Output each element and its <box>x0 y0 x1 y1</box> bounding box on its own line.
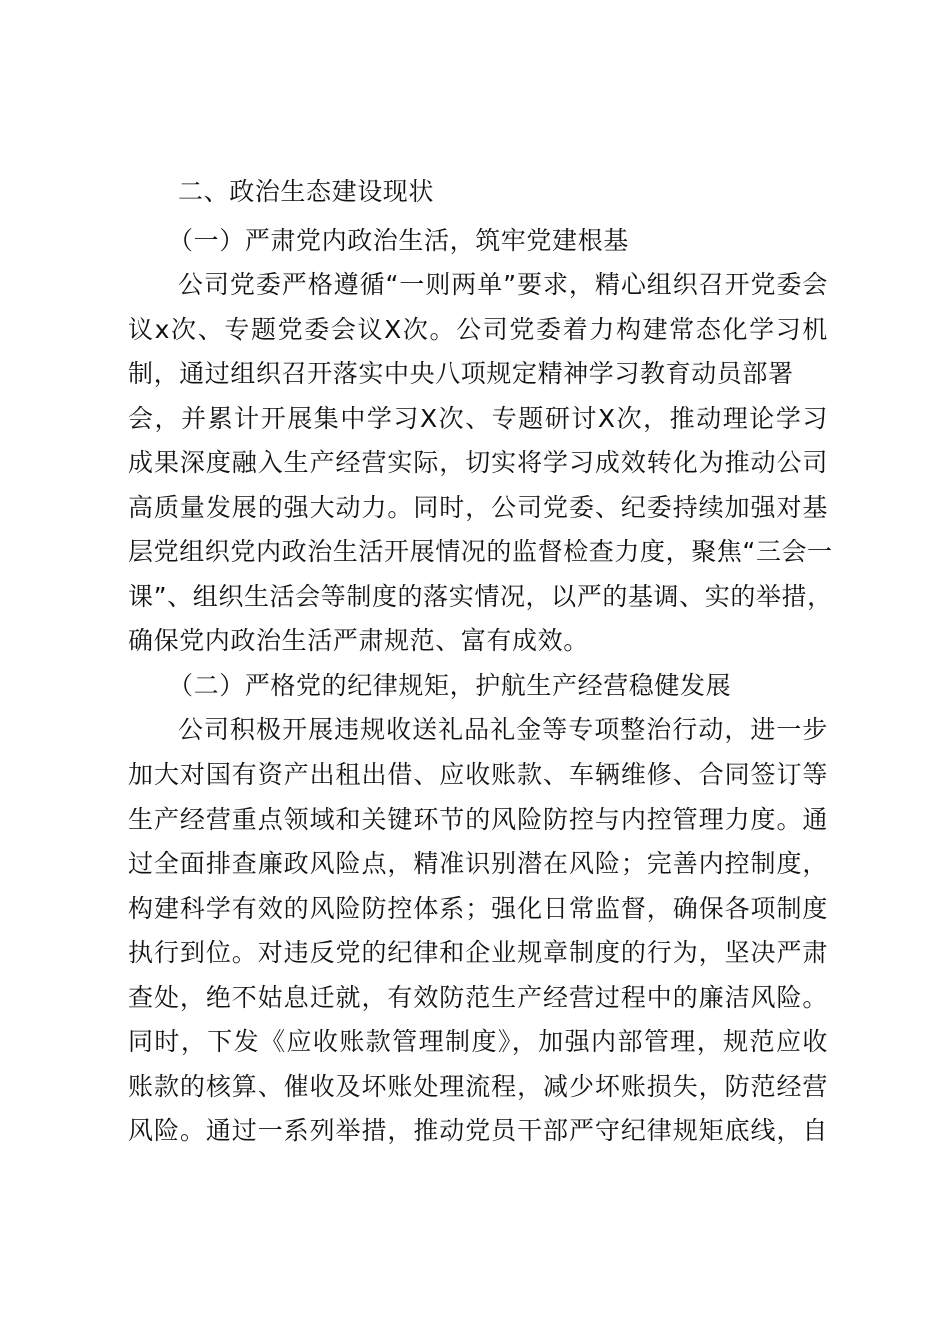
paragraph-2-line: 生产经营重点领域和关键环节的风险防控与内控管理力度。通 <box>128 805 828 834</box>
paragraph-1-line: 制，通过组织召开落实中央八项规定精神学习教育动员部署 <box>128 359 794 388</box>
paragraph-2-line: 账款的核算、催收及坏账处理流程，减少坏账损失，防范经营 <box>128 1072 828 1101</box>
paragraph-2-line: 同时，下发《应收账款管理制度》，加强内部管理，规范应收 <box>128 1027 828 1056</box>
paragraph-1-line: 会，并累计开展集中学习X次、专题研讨X次，推动理论学习 <box>128 404 828 433</box>
paragraph-1-line: 议x次、专题党委会议X次。公司党委着力构建常态化学习机 <box>128 315 828 344</box>
paragraph-1-line: 确保党内政治生活严肃规范、富有成效。 <box>128 626 589 655</box>
subsection-heading-1: （一）严肃党内政治生活，筑牢党建根基 <box>168 226 629 255</box>
paragraph-2-line: 执行到位。对违反党的纪律和企业规章制度的行为，坚决严肃 <box>128 938 828 967</box>
paragraph-1-line: 公司党委严格遵循“一则两单”要求，精心组织召开党委会 <box>178 270 828 299</box>
paragraph-2-line: 公司积极开展违规收送礼品礼金等专项整治行动，进一步 <box>178 715 828 744</box>
paragraph-1-line: 高质量发展的强大动力。同时，公司党委、纪委持续加强对基 <box>128 493 828 522</box>
paragraph-2-line: 加大对国有资产出租出借、应收账款、车辆维修、合同签订等 <box>128 760 828 789</box>
paragraph-2-line: 风险。通过一系列举措，推动党员干部严守纪律规矩底线，自 <box>128 1116 828 1145</box>
paragraph-2-line: 过全面排查廉政风险点，精准识别潜在风险；完善内控制度， <box>128 849 828 878</box>
subsection-heading-2: （二）严格党的纪律规矩，护航生产经营稳健发展 <box>168 671 732 700</box>
paragraph-1-line: 层党组织党内政治生活开展情况的监督检查力度，聚焦“三会一 <box>128 537 833 566</box>
paragraph-1-line: 成果深度融入生产经营实际，切实将学习成效转化为推动公司 <box>128 448 828 477</box>
paragraph-1-line: 课”、组织生活会等制度的落实情况，以严的基调、实的举措， <box>128 582 833 611</box>
paragraph-2-line: 构建科学有效的风险防控体系；强化日常监督，确保各项制度 <box>128 894 828 923</box>
paragraph-2-line: 查处，绝不姑息迁就，有效防范生产经营过程中的廉洁风险。 <box>128 983 828 1012</box>
section-heading: 二、政治生态建设现状 <box>178 177 435 206</box>
